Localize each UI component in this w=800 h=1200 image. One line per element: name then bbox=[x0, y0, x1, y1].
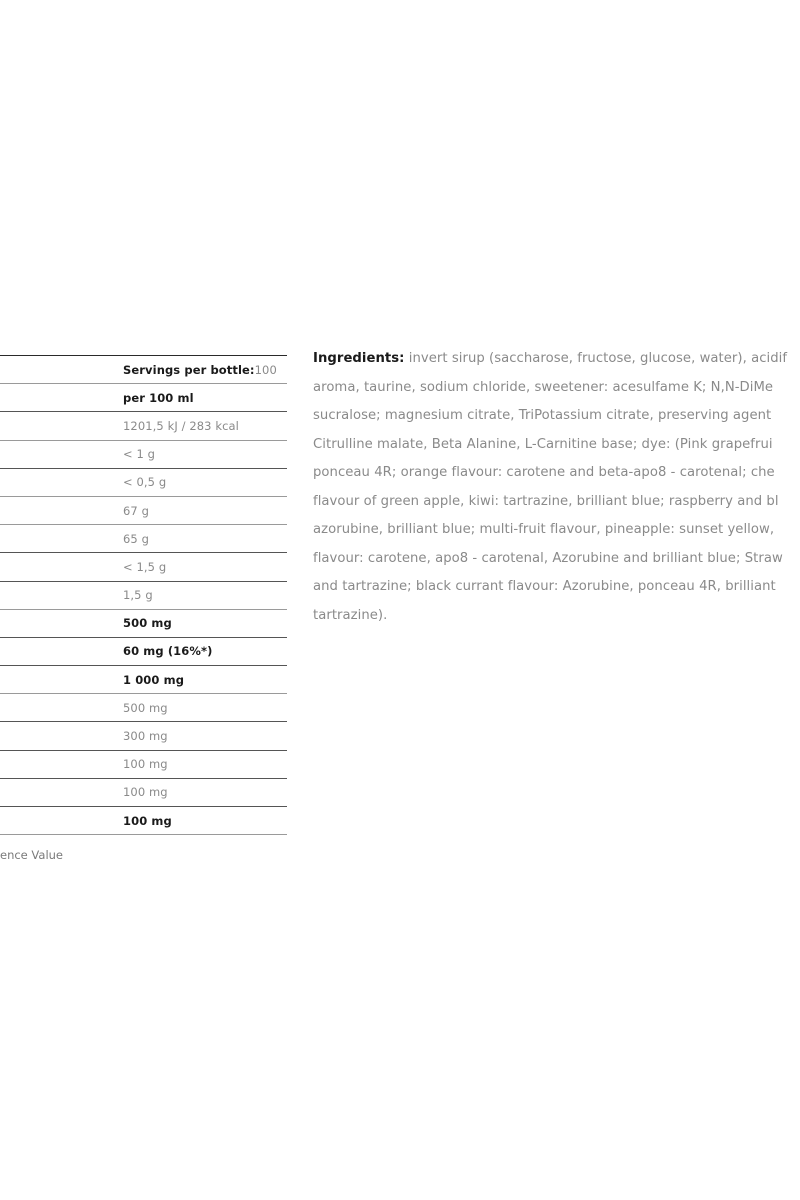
ingredients-line: Citrulline malate, Beta Alanine, L-Carnitine base; dye: (Pink grapefrui bbox=[313, 436, 773, 452]
table-row bbox=[0, 694, 287, 722]
row-value: 65 g bbox=[123, 531, 149, 546]
ingredients-heading: Ingredients: bbox=[313, 351, 405, 366]
row-label bbox=[0, 582, 118, 609]
ingredients-line: flavour of green apple, kiwi: tartrazine, brilliant blue; raspberry and bl bbox=[313, 493, 779, 509]
table-row bbox=[0, 666, 287, 694]
row-value: < 0,5 g bbox=[123, 475, 167, 490]
per-100ml-header: per 100 ml bbox=[123, 390, 194, 405]
ingredients-line: and tartrazine; black currant flavour: Azorubine, ponceau 4R, brilliant bbox=[313, 579, 776, 594]
row-value: 500 mg bbox=[123, 700, 168, 715]
row-label bbox=[0, 694, 118, 721]
row-value: 300 mg bbox=[123, 729, 168, 744]
row-label bbox=[0, 441, 118, 468]
table-row bbox=[0, 582, 287, 610]
row-label bbox=[0, 497, 118, 524]
table-row bbox=[0, 807, 287, 835]
row-label bbox=[0, 807, 118, 834]
table-row bbox=[0, 553, 287, 581]
table-row-header bbox=[0, 384, 287, 412]
row-label bbox=[0, 553, 118, 580]
row-label bbox=[0, 412, 118, 439]
table-row bbox=[0, 638, 287, 666]
ingredients-line: flavour: carotene, apo8 - carotenal, Azorubine and brilliant blue; Straw bbox=[313, 550, 783, 566]
servings-label: Servings per bottle: bbox=[123, 362, 255, 377]
row-value: 1201,5 kJ / 283 kcal bbox=[123, 418, 239, 433]
row-value: < 1 g bbox=[123, 447, 156, 462]
row-value: 60 mg (16%*) bbox=[123, 644, 213, 659]
nutrition-table bbox=[0, 355, 287, 835]
row-value: 1 000 mg bbox=[123, 672, 185, 687]
ingredients-text bbox=[313, 345, 800, 630]
row-label bbox=[0, 356, 118, 383]
table-row bbox=[0, 722, 287, 750]
ingredients-line bbox=[313, 345, 800, 374]
table-row bbox=[0, 441, 287, 469]
table-row bbox=[0, 751, 287, 779]
row-label bbox=[0, 751, 118, 778]
ingredients-line: tartrazine). bbox=[313, 607, 388, 623]
table-row bbox=[0, 497, 287, 525]
reference-value-footnote: ence Value bbox=[0, 848, 63, 862]
row-label bbox=[0, 722, 118, 749]
row-value: 1,5 g bbox=[123, 588, 153, 603]
row-label bbox=[0, 469, 118, 496]
table-row bbox=[0, 610, 287, 638]
row-label bbox=[0, 666, 118, 693]
table-row-servings bbox=[0, 356, 287, 384]
table-row bbox=[0, 412, 287, 440]
row-value: 100 mg bbox=[123, 757, 168, 772]
row-label bbox=[0, 779, 118, 806]
row-label bbox=[0, 525, 118, 552]
row-label bbox=[0, 610, 118, 637]
ingredients-line: sucralose; magnesium citrate, TriPotassium citrate, preserving agent bbox=[313, 408, 772, 423]
ingredients-line: azorubine, brilliant blue; multi-fruit flavour, pineapple: sunset yellow, bbox=[313, 522, 775, 537]
row-label bbox=[0, 384, 118, 411]
row-value: 67 g bbox=[123, 503, 149, 518]
ingredients-line-text: invert sirup (saccharose, fructose, glucose, water), acidif bbox=[404, 351, 788, 366]
table-row bbox=[0, 469, 287, 497]
ingredients-line: ponceau 4R; orange flavour: carotene and beta-apo8 - carotenal; che bbox=[313, 465, 775, 480]
table-row bbox=[0, 525, 287, 553]
servings-value: 100 bbox=[254, 362, 277, 377]
row-value: 100 mg bbox=[123, 813, 172, 828]
row-label bbox=[0, 638, 118, 665]
servings-per-bottle bbox=[123, 356, 277, 383]
row-value: 100 mg bbox=[123, 785, 168, 800]
table-row bbox=[0, 779, 287, 807]
ingredients-line: aroma, taurine, sodium chloride, sweetener: acesulfame K; N,N-DiMe bbox=[313, 379, 774, 395]
row-value: < 1,5 g bbox=[123, 559, 167, 574]
row-value: 500 mg bbox=[123, 616, 172, 631]
